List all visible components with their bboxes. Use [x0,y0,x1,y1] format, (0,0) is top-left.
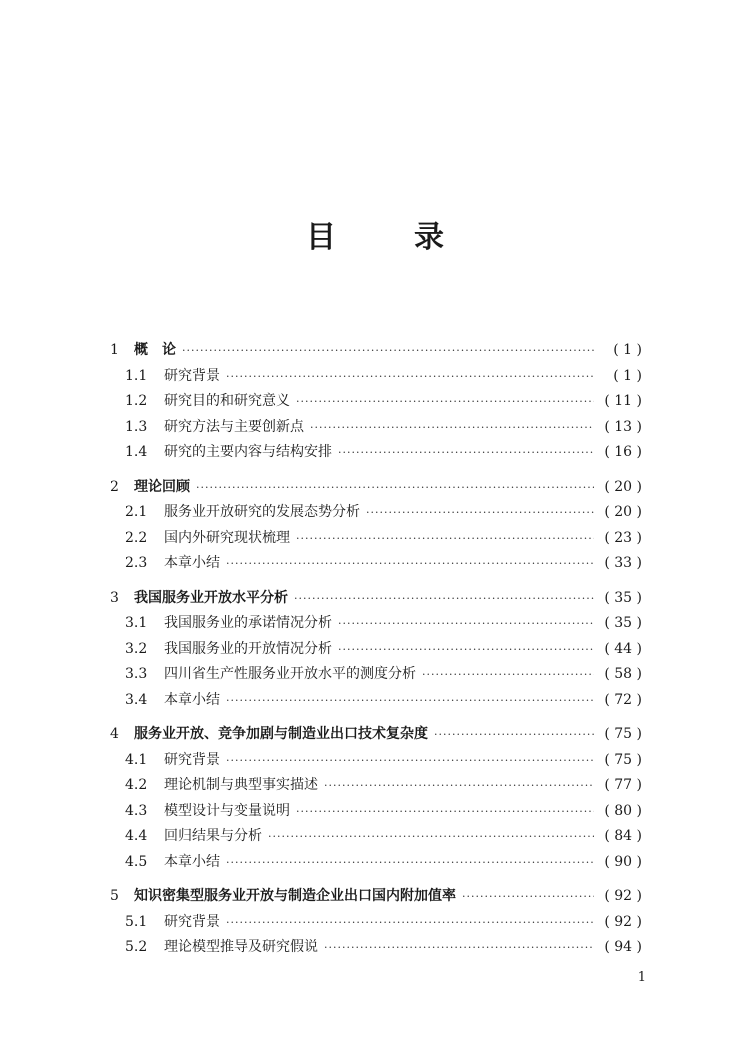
entry-page: ( 11 ) [604,393,642,409]
entry-title: 本章小结 [164,555,220,571]
toc-chapter-group [0,475,750,577]
entry-title: 回归结果与分析 [164,828,262,844]
entry-page: ( 80 ) [604,802,642,819]
entry-title: 概 论 [134,342,176,358]
toc-section-entry [0,551,750,577]
dot-leader [324,935,594,961]
entry-title: 知识密集型服务业开放与制造企业出口国内附加值率 [134,888,456,904]
toc-section-entry [0,935,750,961]
toc-section-entry [0,440,750,466]
entry-page: ( 75 ) [604,751,642,768]
dot-leader [462,884,594,910]
entry-title: 四川省生产性服务业开放水平的测度分析 [164,666,416,682]
toc-section-entry [0,611,750,637]
toc-chapter-entry [0,338,750,364]
dot-leader [338,637,594,663]
entry-page: ( 1 ) [613,367,642,384]
dot-leader [296,526,594,552]
toc-section-entry [0,500,750,526]
entry-title: 服务业开放、竞争加剧与制造业出口技术复杂度 [134,726,428,742]
entry-title: 我国服务业的承诺情况分析 [164,615,332,631]
entry-title: 理论机制与典型事实描述 [164,777,318,793]
toc-chapter-entry [0,884,750,910]
entry-page: ( 44 ) [604,640,642,657]
dot-leader [434,722,594,748]
dot-leader [296,389,594,415]
page-number: 1 [637,970,646,985]
entry-number: 4.2 [125,777,148,793]
entry-page: ( 13 ) [604,418,642,435]
entry-page: ( 20 ) [604,478,642,495]
toc-section-entry [0,389,750,415]
entry-title: 研究背景 [164,913,220,930]
entry-title: 我国服务业开放水平分析 [134,589,288,606]
entry-number: 1 [110,342,119,358]
entry-number: 1.3 [125,418,148,435]
entry-page: ( 92 ) [604,913,642,930]
dot-leader [268,824,594,850]
entry-page: ( 58 ) [604,666,642,682]
dot-leader [226,910,594,936]
entry-page: ( 77 ) [604,777,642,793]
dot-leader [296,799,594,825]
entry-page: ( 84 ) [604,828,642,844]
entry-page: ( 1 ) [613,342,642,358]
dot-leader [310,415,594,441]
entry-page: ( 72 ) [604,691,642,708]
entry-page: ( 75 ) [604,726,642,742]
dot-leader [324,773,594,799]
entry-title: 研究的主要内容与结构安排 [164,444,332,460]
entry-number: 4.1 [125,751,148,768]
entry-number: 4.3 [125,802,148,819]
entry-title: 服务业开放研究的发展态势分析 [164,504,360,520]
dot-leader [226,364,594,390]
toc-section-entry [0,748,750,774]
entry-title: 理论回顾 [134,478,190,495]
entry-number: 3 [110,589,119,606]
entry-title: 研究背景 [164,751,220,768]
entry-number: 4.4 [125,828,148,844]
entry-title: 本章小结 [164,853,220,870]
dot-leader [226,551,594,577]
entry-number: 1.1 [125,367,148,384]
toc-chapter-group [0,722,750,875]
entry-number: 2 [110,478,119,495]
toc-section-entry [0,526,750,552]
entry-number: 1.2 [125,393,148,409]
toc-chapter-group [0,586,750,714]
entry-number: 3.4 [125,691,148,708]
dot-leader [196,475,594,501]
entry-page: ( 33 ) [604,555,642,571]
entry-title: 模型设计与变量说明 [164,802,290,819]
entry-title: 本章小结 [164,691,220,708]
toc-section-entry [0,662,750,688]
entry-number: 2.1 [125,504,148,520]
page-title: 目 录 [306,220,468,255]
toc-chapter-entry [0,722,750,748]
entry-number: 5.2 [125,939,148,955]
toc-section-entry [0,910,750,936]
dot-leader [338,440,594,466]
toc-section-entry [0,824,750,850]
table-of-contents [0,338,750,970]
toc-section-entry [0,637,750,663]
toc-section-entry [0,364,750,390]
entry-page: ( 35 ) [604,589,642,606]
toc-section-entry [0,773,750,799]
entry-title: 研究背景 [164,367,220,384]
entry-title: 理论模型推导及研究假说 [164,939,318,955]
dot-leader [226,748,594,774]
toc-chapter-entry [0,475,750,501]
dot-leader [338,611,594,637]
dot-leader [226,688,594,714]
dot-leader [294,586,594,612]
entry-number: 1.4 [125,444,148,460]
entry-number: 3.2 [125,640,148,657]
entry-number: 5 [110,888,119,904]
entry-number: 2.2 [125,529,148,546]
toc-section-entry [0,415,750,441]
entry-number: 4 [110,726,119,742]
dot-leader [182,338,594,364]
entry-page: ( 92 ) [604,888,642,904]
entry-page: ( 35 ) [604,615,642,631]
entry-page: ( 90 ) [604,853,642,870]
toc-chapter-group [0,884,750,961]
dot-leader [422,662,594,688]
entry-title: 研究方法与主要创新点 [164,418,304,435]
toc-section-entry [0,850,750,876]
toc-section-entry [0,799,750,825]
entry-title: 我国服务业的开放情况分析 [164,640,332,657]
dot-leader [366,500,594,526]
entry-number: 3.3 [125,666,148,682]
entry-page: ( 20 ) [604,504,642,520]
entry-number: 5.1 [125,913,148,930]
toc-section-entry [0,688,750,714]
entry-page: ( 23 ) [604,529,642,546]
toc-chapter-group [0,338,750,466]
toc-chapter-entry [0,586,750,612]
entry-page: ( 16 ) [604,444,642,460]
dot-leader [226,850,594,876]
entry-title: 国内外研究现状梳理 [164,529,290,546]
entry-title: 研究目的和研究意义 [164,393,290,409]
entry-number: 2.3 [125,555,148,571]
entry-page: ( 94 ) [604,939,642,955]
entry-number: 3.1 [125,615,148,631]
entry-number: 4.5 [125,853,148,870]
